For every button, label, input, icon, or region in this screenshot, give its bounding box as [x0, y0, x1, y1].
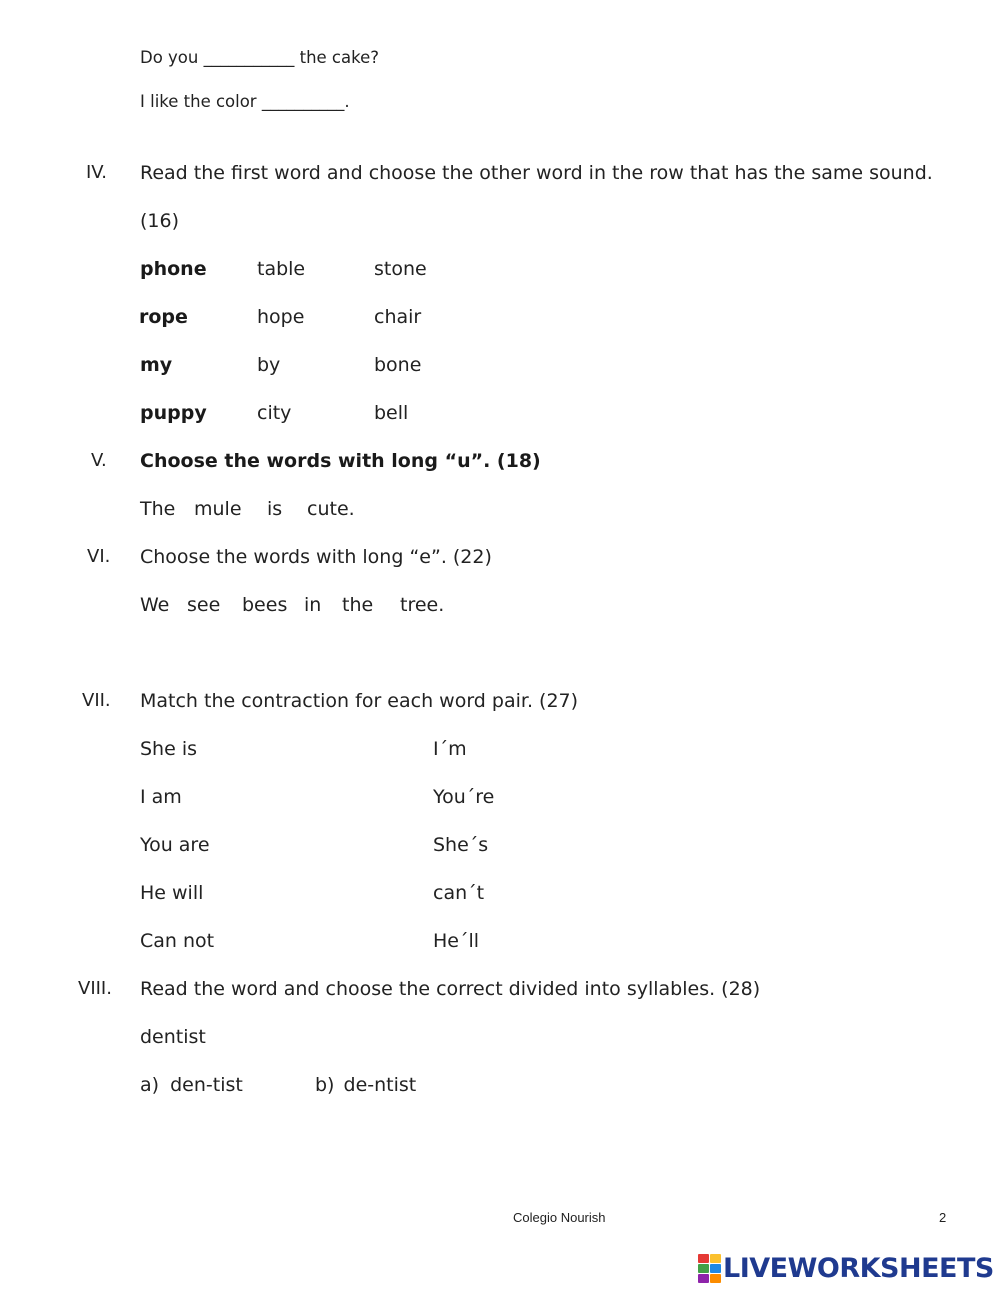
- section-v-instruction: Choose the words with long “u”. (18): [140, 450, 541, 472]
- syllable-word: dentist: [140, 1026, 206, 1048]
- long-u-word-2[interactable]: mule: [194, 498, 242, 520]
- section-numeral-viii: VIII.: [78, 978, 112, 999]
- contraction-3[interactable]: She´s: [433, 834, 489, 856]
- liveworksheets-logo[interactable]: [698, 1252, 994, 1284]
- row-3-option-2[interactable]: bone: [374, 354, 422, 376]
- row-1-option-1[interactable]: table: [257, 258, 306, 280]
- option-a-letter: a): [140, 1074, 160, 1096]
- row-1-key-word: phone: [140, 258, 207, 280]
- contraction-5[interactable]: He´ll: [433, 930, 480, 952]
- long-e-word-6[interactable]: tree.: [400, 594, 445, 616]
- row-1-option-2[interactable]: stone: [374, 258, 427, 280]
- long-u-word-4[interactable]: cute.: [307, 498, 355, 520]
- section-vii-instruction: Match the contraction for each word pair. (27): [140, 690, 579, 712]
- footer-school-name: Colegio Nourish: [513, 1210, 606, 1225]
- contraction-1[interactable]: I´m: [433, 738, 467, 760]
- section-numeral-vi: VI.: [87, 546, 111, 567]
- footer-page-number: 2: [939, 1210, 947, 1225]
- section-numeral-vii: VII.: [82, 690, 111, 711]
- row-4-key-word: puppy: [140, 402, 207, 424]
- row-4-option-1[interactable]: city: [257, 402, 292, 424]
- word-pair-5[interactable]: Can not: [140, 930, 215, 952]
- row-2-option-2[interactable]: chair: [374, 306, 422, 328]
- row-3-key-word: my: [140, 354, 173, 376]
- word-pair-4[interactable]: He will: [140, 882, 204, 904]
- row-2-option-1[interactable]: hope: [257, 306, 305, 328]
- long-e-word-4[interactable]: in: [304, 594, 322, 616]
- long-e-word-2[interactable]: see: [187, 594, 221, 616]
- section-viii-instruction: Read the word and choose the correct divided into syllables. (28): [140, 978, 761, 1000]
- liveworksheets-logo-text: LIVEWORKSHEETS: [723, 1252, 994, 1284]
- liveworksheets-logo-icon: [698, 1254, 720, 1282]
- section-numeral-v: V.: [91, 450, 107, 471]
- option-b-letter: b): [315, 1074, 335, 1096]
- fill-sentence-1: Do you ___________ the cake?: [140, 48, 379, 67]
- long-e-word-5[interactable]: the: [342, 594, 374, 616]
- section-numeral-iv: IV.: [86, 162, 108, 183]
- long-u-word-3[interactable]: is: [267, 498, 283, 520]
- long-e-word-1[interactable]: We: [140, 594, 170, 616]
- word-pair-3[interactable]: You are: [140, 834, 210, 856]
- contraction-4[interactable]: can´t: [433, 882, 485, 904]
- option-b[interactable]: [315, 1073, 416, 1097]
- row-4-option-2[interactable]: bell: [374, 402, 409, 424]
- fill-sentence-2: I like the color __________.: [140, 92, 350, 111]
- section-iv-instruction: Read the first word and choose the other word in the row that has the same sound.: [140, 162, 933, 184]
- option-a-text: den-tist: [170, 1074, 243, 1096]
- row-3-option-1[interactable]: by: [257, 354, 281, 376]
- section-iv-points: (16): [140, 210, 180, 232]
- option-b-text: de-ntist: [343, 1074, 417, 1096]
- contraction-2[interactable]: You´re: [433, 786, 495, 808]
- option-a[interactable]: [140, 1073, 243, 1097]
- long-u-word-1[interactable]: The: [140, 498, 176, 520]
- word-pair-2[interactable]: I am: [140, 786, 182, 808]
- section-vi-instruction: Choose the words with long “e”. (22): [140, 546, 492, 568]
- word-pair-1[interactable]: She is: [140, 738, 198, 760]
- long-e-word-3[interactable]: bees: [242, 594, 288, 616]
- row-2-key-word: rope: [139, 306, 188, 328]
